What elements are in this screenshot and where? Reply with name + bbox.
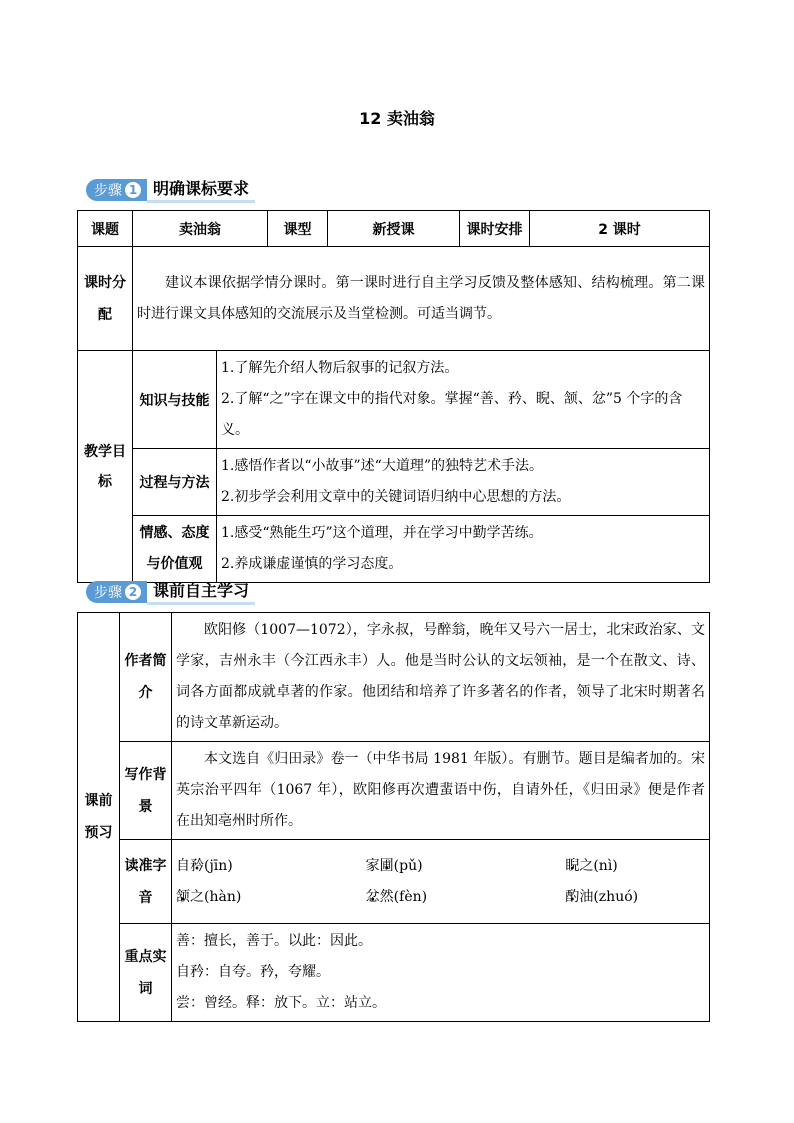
header-schedule: 课时安排 [460,211,530,247]
type-value: 新授课 [328,211,460,247]
step-1-header [86,179,255,201]
author-text: 欧阳修（1007—1072），字永叔，号醉翁，晚年又号六一居士，北宋政治家、文学家，吉州永丰（今江西永丰）人。他是当时公认的文坛领袖，是一个在散文、诗、词各方面都成就卓著的作家。他团结和培养了许多著名的作者，领导了北宋时期著名的诗文革新运动。 [172,613,710,742]
header-topic: 课题 [78,211,133,247]
goal-attitude-label: 情感、态度与价值观 [133,516,217,583]
list-item: 1.了解先介绍人物后叙事的记叙方法。 [221,360,459,376]
list-item: 2.初步学会利用文章中的关键词语归纳中心思想的方法。 [221,489,571,505]
goal-attitude-list [217,516,710,583]
vocabulary-list [172,924,710,1022]
preview-table [77,612,710,1022]
pron-item: 酌 •油(zhuó) [505,882,705,913]
list-item: 2.养成谦虚谨慎的学习态度。 [221,556,403,572]
step-label: 步骤 [94,183,122,199]
step-number: 2 [125,584,141,600]
header-allocation: 课时分配 [78,247,133,351]
header-goals: 教学目标 [78,351,133,583]
list-item: 尝：曾经。释：放下。立：站立。 [176,995,386,1011]
list-item: 善：擅长，善于。以此：因此。 [176,933,372,949]
pron-item: 家圃 •(pǔ) [316,851,506,882]
goal-process-label: 过程与方法 [133,449,217,516]
step-number: 1 [125,182,141,198]
background-label: 写作背景 [120,742,172,840]
background-text: 本文选自《归田录》卷一（中华书局 1981 年版）。有删节。题目是编者加的。宋英宗治平四年（1067 年），欧阳修再次遭蜚语中伤，自请外任，《归田录》便是作者在出知亳州时所作。 [172,742,710,840]
page-title: 12 卖油翁 [359,109,435,128]
header-preview: 课前预习 [78,613,120,1022]
author-label: 作者简介 [120,613,172,742]
pronunciation-list [172,840,710,924]
list-item: 自矜：自夸。矜，夸耀。 [176,964,330,980]
step-title: 课前自主学习 [147,580,255,605]
schedule-value: 2 课时 [530,211,710,247]
topic-value: 卖油翁 [133,211,268,247]
pron-item: 忿 •然(fèn) [316,882,506,913]
goal-process-list [217,449,710,516]
step-label: 步骤 [94,585,122,601]
header-type: 课型 [268,211,328,247]
step-2-header [86,581,255,603]
step-badge [86,581,147,603]
pron-item: 自矜 •(jīn) [176,851,316,882]
pron-item: 睨 •之(nì) [505,851,705,882]
pron-item: 颔 •之(hàn) [176,882,316,913]
curriculum-table [77,210,710,583]
goal-knowledge-label: 知识与技能 [133,351,217,449]
pronunciation-label: 读准字音 [120,840,172,924]
list-item: 1.感悟作者以“小故事”述“大道理”的独特艺术手法。 [221,458,543,474]
goal-knowledge-list [217,351,710,449]
list-item: 2.了解“之”字在课文中的指代对象。掌握“善、矜、睨、颔、忿”5 个字的含义。 [221,391,683,438]
allocation-text: 建议本课依据学情分课时。第一课时进行自主学习反馈及整体感知、结构梳理。第二课时进行课文具体感知的交流展示及当堂检测。可适当调节。 [133,247,710,351]
list-item: 1.感受“熟能生巧”这个道理，并在学习中勤学苦练。 [221,525,543,541]
vocabulary-label: 重点实词 [120,924,172,1022]
step-title: 明确课标要求 [147,178,255,203]
step-badge [86,179,147,201]
